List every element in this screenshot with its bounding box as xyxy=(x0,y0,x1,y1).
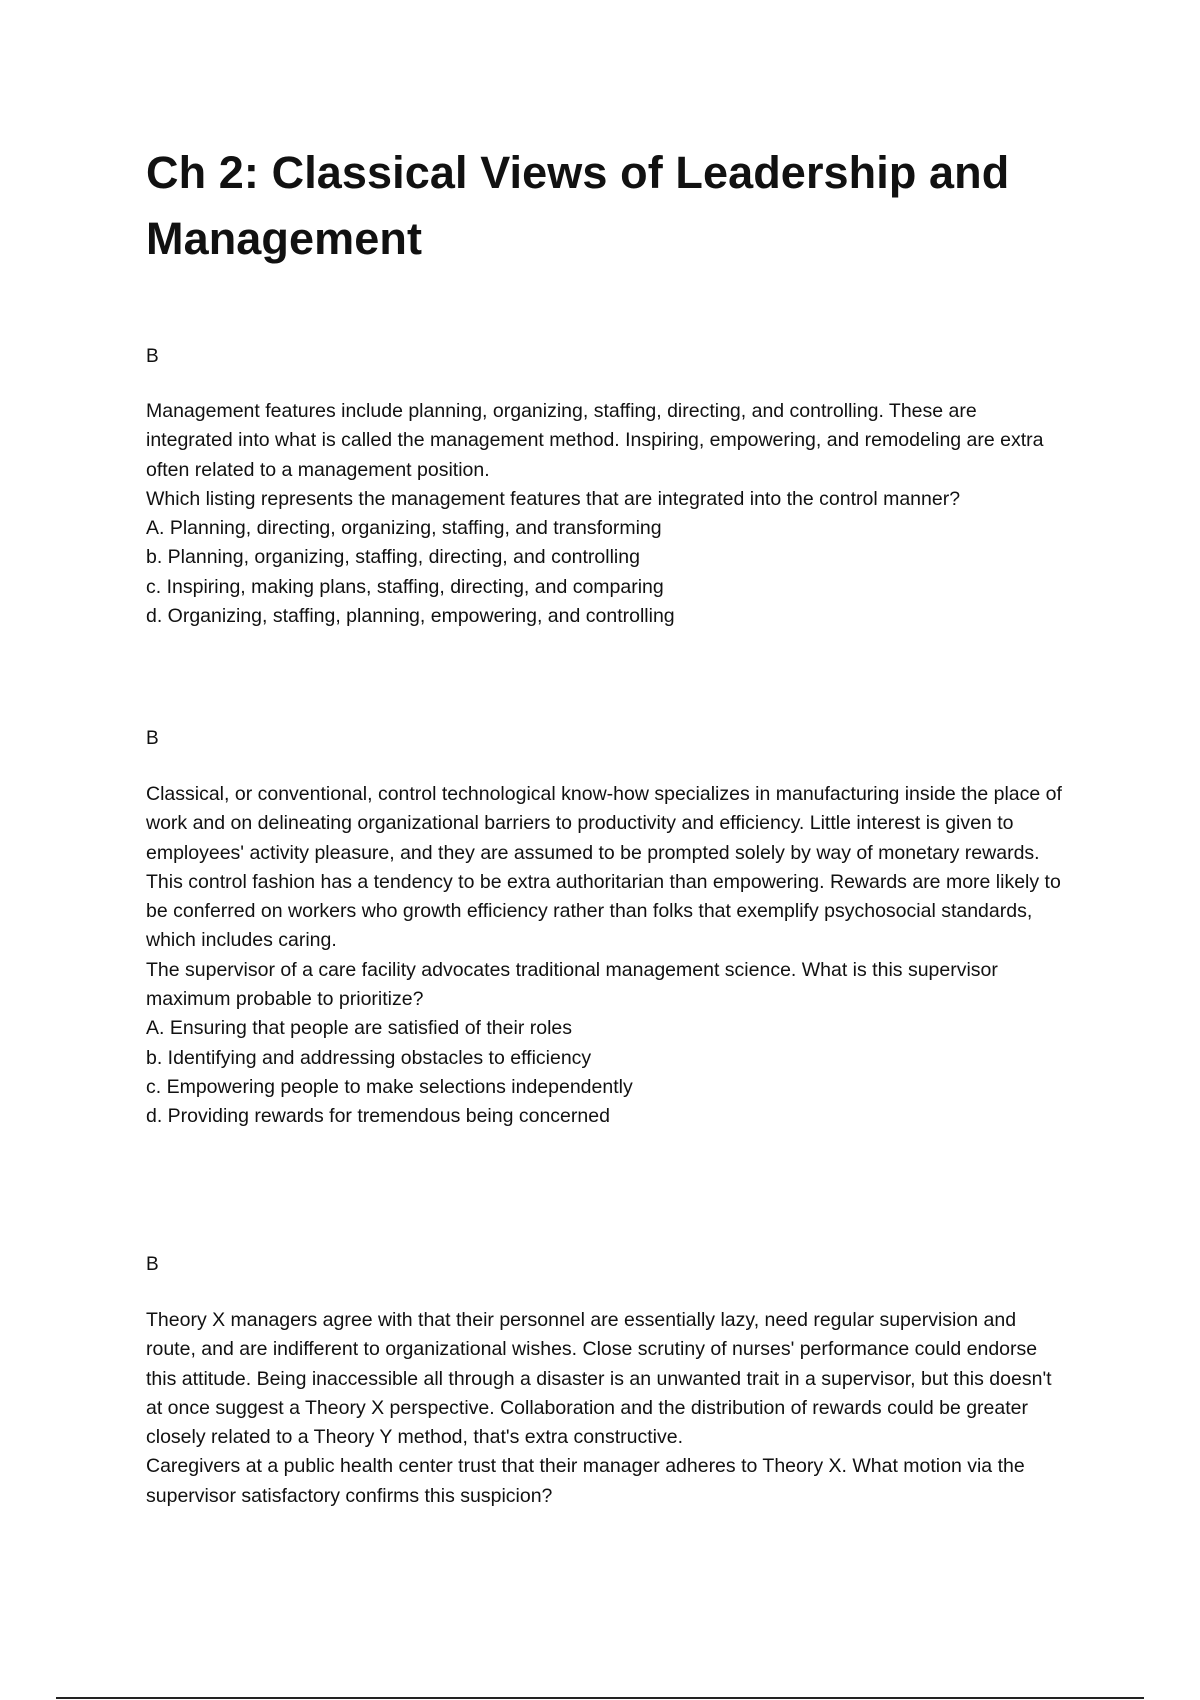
explanation-text: Classical, or conventional, control technological know-how specializes in manufacturing inside the place of work and on delineating organizational barriers to productivity and efficiency. Little interest is given to employees' activity pleasure, and they are assumed to be prompted solely by way of monetary rewards. This control fashion has a tendency to be extra authoritarian than empowering. Rewards are more likely to be conferred on workers who growth efficiency rather than folks that exemplify psychosocial standards, which includes caring. xyxy=(146,783,1062,952)
answer-label: B xyxy=(146,346,159,367)
option-item: d. Providing rewards for tremendous being concerned xyxy=(146,1105,610,1128)
explanation-text: Theory X managers agree with that their personnel are essentially lazy, need regular supervision and route, and are indifferent to organizational wishes. Close scrutiny of nurses' performance could endorse this attitude. Being inaccessible all through a disaster is an unwanted trait in a supervisor, but this doesn't at once suggest a Theory X perspective. Collaboration and the distribution of rewards could be greater closely related to a Theory Y method, that's extra constructive. xyxy=(146,1309,1052,1449)
question-text: The supervisor of a care facility advocates traditional management science. What is this supervisor maximum probable to prioritize? xyxy=(146,958,998,1011)
option-item: b. Identifying and addressing obstacles to efficiency xyxy=(146,1046,592,1069)
question-block-3 xyxy=(146,1250,1066,1279)
answer-label: B xyxy=(146,728,159,749)
footer-divider xyxy=(56,1697,1144,1699)
question-block-1 xyxy=(146,342,1066,371)
options-list xyxy=(146,1014,1066,1131)
question-text: Caregivers at a public health center trust that their manager adheres to Theory X. What motion via the supervisor satisfactory confirms this suspicion? xyxy=(146,1455,1025,1507)
option-item: c. Empowering people to make selections independently xyxy=(146,1075,633,1098)
question-text: Which listing represents the management features that are integrated into the control manner? xyxy=(146,487,961,510)
option-item: b. Planning, organizing, staffing, directing, and controlling xyxy=(146,546,640,569)
option-item: c. Inspiring, making plans, staffing, directing, and comparing xyxy=(146,575,664,598)
question-block-2 xyxy=(146,724,1066,753)
page-title: Ch 2: Classical Views of Leadership and Management xyxy=(146,147,1010,264)
question-body-3 xyxy=(146,1306,1066,1511)
explanation-text: Management features include planning, organizing, staffing, directing, and controlling. These are integrated into what is called the management method. Inspiring, empowering, and remodeling are extra often related to a management position. xyxy=(146,400,1044,481)
options-list xyxy=(146,514,1066,631)
question-body-2 xyxy=(146,780,1066,1132)
option-item: A. Ensuring that people are satisfied of their roles xyxy=(146,1017,572,1040)
question-body-1 xyxy=(146,397,1066,631)
option-item: A. Planning, directing, organizing, staffing, and transforming xyxy=(146,517,662,540)
answer-label: B xyxy=(146,1254,159,1275)
option-item: d. Organizing, staffing, planning, empowering, and controlling xyxy=(146,605,675,628)
